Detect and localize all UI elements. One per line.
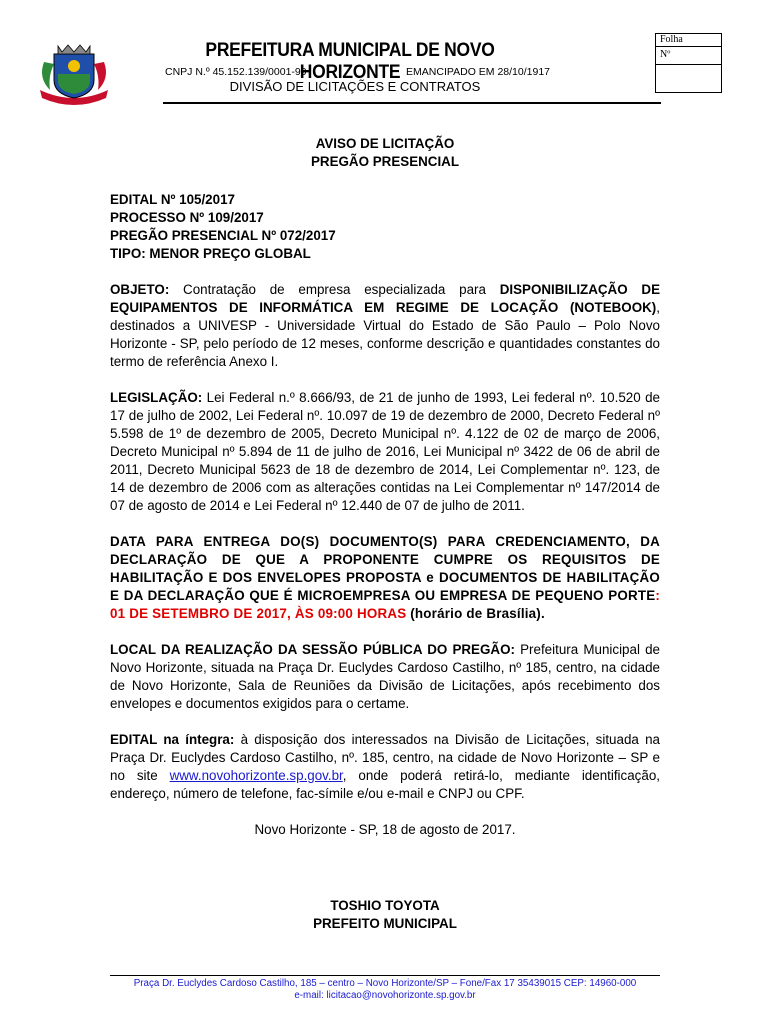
- footer-email: e-mail: licitacao@novohorizonte.sp.gov.br: [294, 990, 476, 1001]
- notice-title: AVISO DE LICITAÇÃO: [315, 136, 455, 151]
- footer-divider: [110, 975, 660, 976]
- notice-subtitle: PREGÃO PRESENCIAL: [310, 154, 460, 169]
- legislacao-text: Lei Federal n.º 8.666/93, de 21 de junho de 1993, Lei federal nº. 10.520 de 17 de julho de 2002, Lei Federal nº. 10.097 de 19 de dezembro de 2000, Decreto Federal nº 5.598 de 1º de dezembro de 2005, Decreto Municipal nº. 4.122 de 02 de março de 2006, Decreto Municipal nº 5.894 de 11 de julho de 2016, Lei Municipal nº 3422 de 06 de abril de 2011, Decreto Municipal 5623 de 18 de dezembro de 2014, Lei Complementar nº. 123, de 14 de dezembro de 2006 com as alterações contidas na Lei Complementar nº 147/2014 de 07 de agosto de 2014 e Lei Federal nº 12.440 de 07 de julho de 2011.: [110, 390, 660, 513]
- legislacao-label: LEGISLAÇÃO:: [110, 390, 203, 405]
- local-paragraph: [110, 641, 660, 713]
- data-entrega-date: : 01 DE SETEMBRO DE 2017, ÀS 09:00 HORAS: [110, 588, 660, 621]
- cnpj-text: CNPJ N.º 45.152.139/0001-99: [165, 66, 307, 78]
- numero-label: Nº: [656, 47, 721, 65]
- emancipado-text: EMANCIPADO EM 28/10/1917: [406, 66, 550, 78]
- data-entrega-paragraph: [110, 533, 660, 623]
- tipo-line: TIPO: MENOR PREÇO GLOBAL: [110, 246, 311, 261]
- folha-label: Folha: [656, 34, 721, 47]
- legislacao-paragraph: [110, 389, 660, 515]
- footer-address: Praça Dr. Euclydes Cardoso Castilho, 185 – centro – Novo Horizonte/SP – Fone/Fax 17 35439015 CEP: 14960-000: [133, 978, 637, 989]
- municipal-crest-logo: [36, 40, 112, 108]
- objeto-intro: Contratação de empresa especializada para: [169, 282, 500, 297]
- website-link[interactable]: www.novohorizonte.sp.gov.br: [169, 768, 343, 783]
- edital-integra-text1: à disposição dos interessados na Divisão de Licitações, situada na Praça Dr. Euclydes Cardoso Castilho, nº. 185, centro, na cidade de Novo Horizonte – SP e no site: [110, 732, 660, 783]
- signatory-name: TOSHIO TOYOTA: [330, 898, 440, 913]
- signatory-role: PREFEITO MUNICIPAL: [313, 916, 457, 931]
- document-body: [110, 135, 660, 933]
- edital-integra-paragraph: [110, 731, 660, 803]
- local-text: Prefeitura Municipal de Novo Horizonte, situada na Praça Dr. Euclydes Cardoso Castilho, nº 185, centro, na cidade de Novo Horizonte, Sala de Reuniões da Divisão de Licitações, após recebimento dos envelopes e documentos exigidos para o certame.: [110, 642, 660, 711]
- header-subline: [165, 66, 550, 78]
- edital-integra-label: EDITAL na íntegra:: [110, 732, 235, 747]
- header-divider: [163, 102, 661, 104]
- date-line: Novo Horizonte - SP, 18 de agosto de 2017.: [254, 822, 516, 837]
- objeto-highlight: DISPONIBILIZAÇÃO DE EQUIPAMENTOS DE INFORMÁTICA EM REGIME DE LOCAÇÃO (NOTEBOOK): [110, 282, 660, 315]
- processo-number: PROCESSO Nº 109/2017: [110, 210, 264, 225]
- municipality-title: PREFEITURA MUNICIPAL DE NOVO HORIZONTE: [205, 40, 495, 83]
- objeto-rest: , destinados a UNIVESP - Universidade Virtual do Estado de São Paulo – Polo Novo Horizonte - SP, pelo período de 12 meses, conforme descrição e quantidades constantes do termo de referência Anexo I.: [110, 300, 660, 369]
- data-entrega-text: DATA PARA ENTREGA DO(S) DOCUMENTO(S) PARA CREDENCIAMENTO, DA DECLARAÇÃO DE QUE A PROPONENTE CUMPRE OS REQUISITOS DE HABILITAÇÃO E DOS ENVELOPES PROPOSTA e DOCUMENTOS DE HABILITAÇÃO E DA DECLARAÇÃO QUE É MICROEMPRESA OU EMPRESA DE PEQUENO PORTE: [110, 534, 660, 603]
- folha-stamp-box: [655, 33, 722, 93]
- division-name: DIVISÃO DE LICITAÇÕES E CONTRATOS: [229, 79, 481, 94]
- pregao-number: PREGÃO PRESENCIAL Nº 072/2017: [110, 228, 336, 243]
- edital-integra-text2: , onde poderá retirá-lo, mediante identificação, endereço, número de telefone, fac-símile e/ou e-mail e CNPJ ou CPF.: [110, 768, 660, 801]
- data-entrega-suffix: (horário de Brasília).: [406, 606, 545, 621]
- local-label: LOCAL DA REALIZAÇÃO DA SESSÃO PÚBLICA DO PREGÃO:: [110, 642, 515, 657]
- footer: [110, 978, 660, 1002]
- objeto-label: OBJETO:: [110, 282, 170, 297]
- edital-number: EDITAL Nº 105/2017: [110, 192, 235, 207]
- objeto-paragraph: [110, 281, 660, 371]
